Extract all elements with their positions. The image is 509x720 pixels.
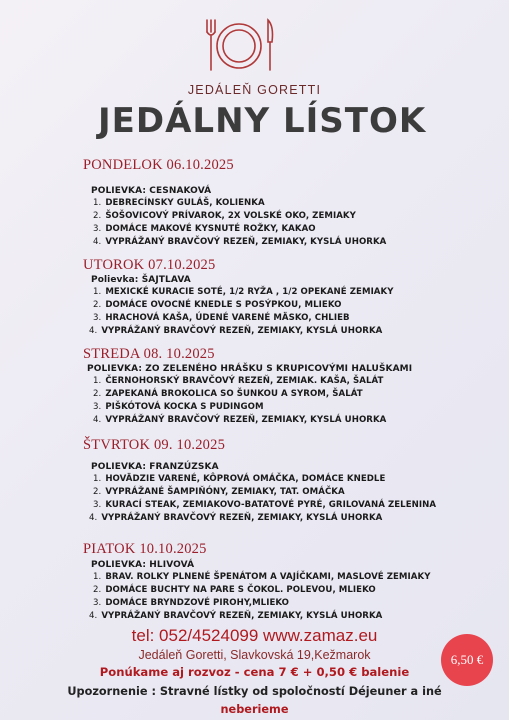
plate-fork-knife-icon xyxy=(201,16,277,76)
day-heading-wednesday: STREDA 08. 10.2025 xyxy=(83,346,215,362)
contact-line: tel: 052/4524099 www.zamaz.eu xyxy=(131,626,378,645)
menu-item: 4. VYPRÁŽANÝ BRAVČOVÝ REZEŇ, ZEMIAKY, KYSLÁ UHORKA xyxy=(93,237,387,247)
day-heading-friday: PIATOK 10.10.2025 xyxy=(83,541,207,557)
soup-wednesday: POLIEVKA: ZO ZELENÉHO HRÁŠKU S KRUPICOVÝMI HALUŠKAMI xyxy=(87,364,413,374)
notice-line: Upozornenie : Stravné lístky od spoločností Déjeuner a iné xyxy=(67,685,442,698)
menu-item: 3. DOMÁCE BRYNDZOVÉ PIROHY,MLIEKO xyxy=(93,598,290,608)
menu-item: 1. HOVÄDZIE VARENÉ, KÔPROVÁ OMÁČKA, DOMÁCE KNEDLE xyxy=(93,474,386,484)
menu-item: 4. VYPRÁŽANÝ BRAVČOVÝ REZEŇ, ZEMIAKY, KYSLÁ UHORKA xyxy=(89,611,383,621)
menu-item: 1. BRAV. ROLKY PLNENÉ ŠPENÁTOM A VAJÍČKAMI, MASLOVÉ ZEMIAKY xyxy=(93,572,431,582)
menu-item: 3. DOMÁCE MAKOVÉ KYSNUTÉ ROŽKY, KAKAO xyxy=(93,224,316,234)
soup-friday: POLIEVKA: HLIVOVÁ xyxy=(91,560,195,570)
menu-item: 4. VYPRÁŽANÝ BRAVČOVÝ REZEŇ, ZEMIAKY, KYSLÁ UHORKA xyxy=(89,326,383,336)
page-title: JEDÁLNY LÍSTOK xyxy=(98,101,427,141)
menu-item: 2. DOMÁCE OVOCNÉ KNEDLE S POSÝPKOU, MLIEKO xyxy=(93,300,342,310)
menu-item: 2. ZAPEKANÁ BROKOLICA SO ŠUNKOU A SYROM, ŠALÁT xyxy=(93,389,363,399)
address-line: Jedáleň Goretti, Slavkovská 19,Kežmarok xyxy=(138,648,371,662)
menu-item: 4. VYPRÁŽANÝ BRAVČOVÝ REZEŇ, ZEMIAKY, KYSLÁ UHORKA xyxy=(89,513,383,523)
price-badge: 6,50 € xyxy=(441,634,493,686)
soup-thursday: POLIEVKA: FRANZÚZSKA xyxy=(91,462,219,472)
soup-tuesday: Polievka: ŠAJTLAVA xyxy=(91,275,191,285)
menu-item: 3. KURACÍ STEAK, ZEMIAKOVO-BATATOVÉ PYRÉ, GRILOVANÁ ZELENINA xyxy=(93,500,437,510)
day-heading-monday: PONDELOK 06.10.2025 xyxy=(83,157,234,173)
menu-item: 2. ŠOŠOVICOVÝ PRÍVAROK, 2X VOLSKÉ OKO, ZEMIAKY xyxy=(93,211,356,221)
menu-item: 3. HRACHOVÁ KAŠA, ÚDENÉ VARENÉ MÄSKO, CHLIEB xyxy=(93,313,350,323)
menu-item: 1. MEXICKÉ KURACIE SOTÉ, 1/2 RYŽA , 1/2 OPEKANÉ ZEMIAKY xyxy=(93,287,394,297)
soup-monday: POLIEVKA: CESNAKOVÁ xyxy=(91,186,212,196)
menu-item: 2. VYPRÁŽANÉ ŠAMPIŇÓNY, ZEMIAKY, TAT. OMÁČKA xyxy=(93,487,345,497)
restaurant-name: JEDÁLEŇ GORETTI xyxy=(187,83,322,97)
menu-item: 3. PIŠKÓTOVÁ KOCKA S PUDINGOM xyxy=(93,402,264,412)
day-heading-tuesday: UTOROK 07.10.2025 xyxy=(83,257,216,273)
notice-line-2: neberieme xyxy=(220,703,289,716)
day-heading-thursday: ŠTVRTOK 09. 10.2025 xyxy=(83,437,226,453)
menu-item: 1. ČERNOHORSKÝ BRAVČOVÝ REZEŇ, ZEMIAK. KAŠA, ŠALÁT xyxy=(93,376,384,386)
delivery-offer: Ponúkame aj rozvoz - cena 7 € + 0,50 € balenie xyxy=(99,665,410,679)
menu-item: 4. VYPRÁŽANÝ BRAVČOVÝ REZEŇ, ZEMIAKY, KYSLÁ UHORKA xyxy=(93,415,387,425)
menu-item: 2. DOMÁCE BUCHTY NA PARE S ČOKOL. POLEVOU, MLIEKO xyxy=(93,585,376,595)
menu-item: 1. DEBRECÍNSKY GULÁŠ, KOLIENKA xyxy=(93,198,265,208)
